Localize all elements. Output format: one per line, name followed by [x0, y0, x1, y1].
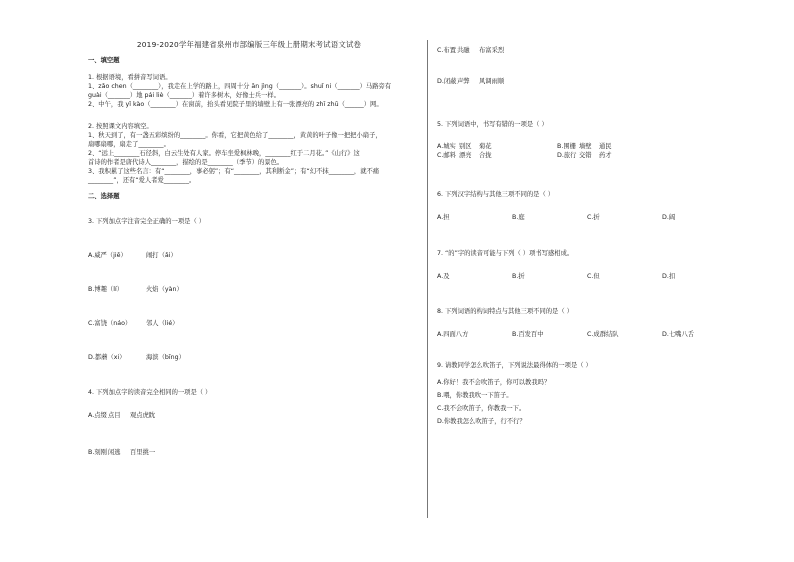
question-3-option-a[interactable]	[88, 251, 410, 260]
page-title: 2019-2020学年福建省泉州市部编版三年级上册期末考试语文试卷	[136, 40, 362, 49]
question-7	[437, 249, 737, 281]
option-text: A.威严（jiē）	[88, 252, 127, 259]
question-4-prompt: 4. 下列加点字的读音完全相同的一项是（ ）	[88, 389, 212, 396]
question-5-line-1[interactable]	[437, 142, 737, 151]
option-text: C.布置	[437, 47, 456, 54]
question-4-option-b[interactable]	[88, 448, 410, 457]
question-9-option-d[interactable]: D.你教我怎么吹笛子，行不行？	[437, 418, 526, 425]
question-2-line-6: ________”，还有“爱人者爱________。	[88, 177, 196, 184]
question-2-line-3: 2、“远上________石径斜，白云生处有人家。停车坐爱枫林晚，________红于二月花。”《山行》这	[88, 150, 360, 157]
option-d[interactable]: D.七嘴八舌	[662, 331, 695, 338]
question-5-prompt: 5. 下列词语中，书写有错的一项是（ ）	[437, 121, 548, 128]
option-b[interactable]: B.庭	[512, 214, 525, 221]
left-column	[88, 40, 410, 457]
option-c[interactable]: C.但	[587, 273, 600, 280]
section-fill-blank: 一、填空题	[88, 57, 120, 64]
column-divider	[427, 40, 428, 518]
option-text: 交错	[579, 152, 592, 159]
option-text: 合拢	[479, 152, 492, 159]
question-7-prompt: 7. “的”字的读音可能与下列（ ）项书写感相成。	[437, 250, 574, 257]
option-text: 闲逃	[108, 449, 121, 456]
option-text: 布富采烈	[479, 47, 505, 54]
question-1	[88, 73, 410, 109]
question-2	[88, 122, 410, 185]
question-2-line-4: 首诗的作者是唐代诗人________，描绘的是________（季节）的景色。	[88, 159, 284, 166]
question-1-line-2: guài（_______）地 pái liè（_______）着许多树木，好像士兵一样。	[88, 92, 280, 99]
option-text: D.旅行	[557, 152, 577, 159]
option-text: 声弊	[457, 78, 470, 85]
question-9	[437, 361, 737, 426]
option-text: 共融	[457, 47, 470, 54]
question-1-line-1: 1、zǎo chen（________），我走在上学的路上，四周十分 ān jìng（_______）。shuǐ ni（_______）马路旁有	[88, 83, 392, 90]
question-6	[437, 190, 737, 222]
option-text: 药才	[599, 152, 612, 159]
question-3-option-b[interactable]	[88, 285, 410, 294]
option-text: 点目	[108, 412, 121, 419]
question-4-option-a[interactable]	[88, 411, 410, 420]
option-text: 百里挑一	[130, 449, 156, 456]
question-8-options[interactable]	[437, 330, 737, 339]
question-9-prompt: 9. 请教同学怎么吹笛子，下列说法最得体的一项是（ ）	[437, 362, 592, 369]
option-text: B.博趣（lí）	[88, 286, 124, 293]
question-4-option-d[interactable]	[437, 77, 737, 86]
question-1-prompt: 1. 根据语境，看拼音写词语。	[88, 74, 172, 81]
option-text: B.刻刚	[88, 449, 107, 456]
option-a[interactable]: A.及	[437, 273, 450, 280]
question-1-line-3: 2、中午，我 yǐ kào（________）在窗前，抬头看见院子里的墙壁上有一张漂亮的 zhī zhū（______）网。	[88, 101, 383, 108]
option-d[interactable]: D.阔	[662, 214, 676, 221]
question-5	[437, 120, 737, 160]
option-text: D.都蘑（xi）	[88, 354, 126, 361]
question-8-prompt: 8. 下列词语的构词特点与其他三项不同的是（ ）	[437, 308, 573, 315]
option-text: 通民	[599, 143, 612, 150]
option-text: 别区	[459, 143, 472, 150]
question-2-line-2: 扇哪扇哪，扇走了________。	[88, 141, 170, 148]
question-2-line-5: 3、我积累了这些名言：有“________，事必躬”；有“________，其利断金”；有“幻不抹________，就不痛	[88, 168, 380, 175]
question-4-option-c[interactable]	[437, 46, 737, 55]
option-text: A.点缀	[88, 412, 107, 419]
option-c[interactable]: C.折	[587, 214, 600, 221]
option-a[interactable]: A.四面八方	[437, 331, 469, 338]
option-text: 风调雨顺	[479, 78, 505, 85]
option-text: A.城实	[437, 143, 456, 150]
question-9-option-b[interactable]: B.喂，你教我吹一下笛子。	[437, 392, 513, 399]
option-text: 闹打（ǎi）	[146, 252, 177, 259]
question-6-prompt: 6. 下列汉字结构与其他三项不同的是（ ）	[437, 191, 555, 198]
question-2-prompt: 2. 按照课文内容填空。	[88, 123, 153, 130]
option-text: 漂亮	[459, 152, 472, 159]
right-column	[437, 40, 737, 426]
option-b[interactable]: B.折	[512, 273, 525, 280]
option-text: 观点虎眈	[130, 412, 156, 419]
question-3	[88, 217, 410, 362]
option-text: 火焰（yàn）	[146, 286, 183, 293]
question-9-option-a[interactable]: A.你好！我不会吹笛子，你可以教我吗？	[437, 379, 551, 386]
question-2-line-1: 1、秋天到了，有一盏五彩缤纷的________。你看，它把黄色给了________，黄黄的叶子像一把把小扇子，	[88, 132, 382, 139]
option-text: C.富饶（náo）	[88, 320, 132, 327]
question-3-option-d[interactable]	[88, 353, 410, 362]
option-text: 菊花	[479, 143, 492, 150]
option-text: B.围栅	[557, 143, 576, 150]
question-9-option-c[interactable]: C.我不会吹笛子，你教我一下。	[437, 405, 526, 412]
option-text: 邻人（lié）	[146, 320, 179, 327]
option-b[interactable]: B.百发百中	[512, 331, 544, 338]
option-d[interactable]: D.扣	[662, 273, 676, 280]
option-text: D.闭蔽	[437, 78, 457, 85]
question-4	[88, 388, 410, 457]
question-5-line-2[interactable]	[437, 151, 737, 160]
question-8	[437, 307, 737, 339]
question-6-options[interactable]	[437, 213, 737, 222]
option-text: 海滨（bīng）	[146, 354, 185, 361]
option-text: 墙壁	[579, 143, 592, 150]
question-3-prompt: 3. 下列加点字注音完全正确的一项是（ ）	[88, 218, 206, 225]
question-7-options[interactable]	[437, 272, 737, 281]
section-choice: 二、选择题	[88, 193, 120, 200]
option-a[interactable]: A.担	[437, 214, 450, 221]
option-text: C.邮料	[437, 152, 456, 159]
option-c[interactable]: C.成群结队	[587, 331, 619, 338]
question-3-option-c[interactable]	[88, 319, 410, 328]
